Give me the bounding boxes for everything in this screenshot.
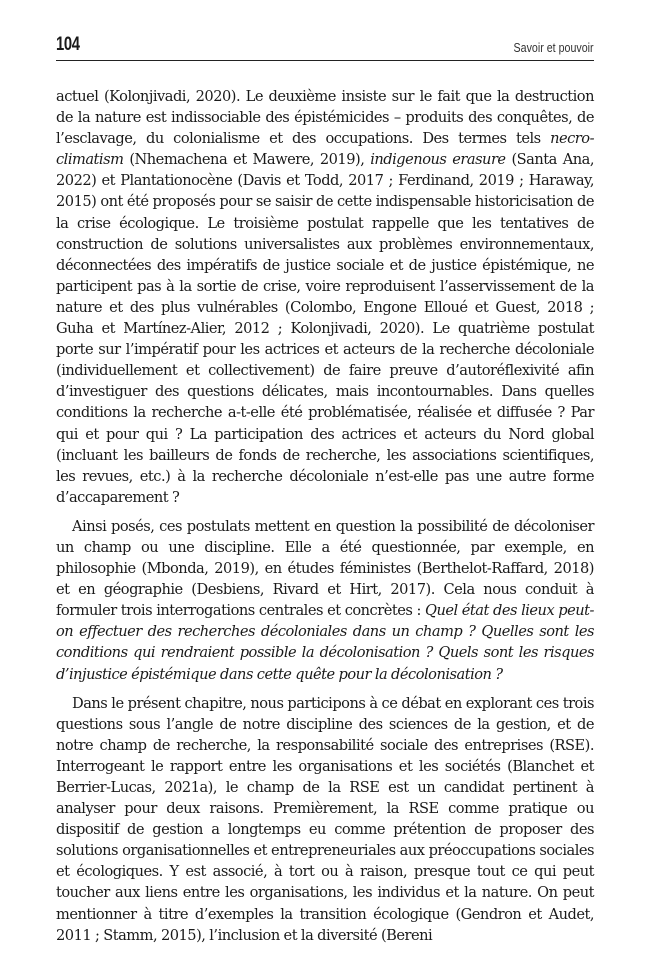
- italic-term-necro-climatism: necro-climatism: [56, 130, 594, 169]
- paragraph-2: [56, 516, 594, 685]
- text-segment: (Nhemachena et Mawere, 2019),: [123, 151, 371, 169]
- body-text: [56, 86, 594, 954]
- text-segment: actuel (Kolonjivadi, 2020). Le deuxième insiste sur le fait que la destruction de la nature est indissociable des épistémicides – produits des conquêtes, de l’esclavage, du colonialisme et des occupations. Des termes tels: [56, 88, 594, 148]
- text-segment: (Santa Ana, 2022) et Plantationocène (Davis et Todd, 2017 ; Ferdinand, 2019 ; Haraway, 2015) ont été proposés pour se saisir de cette indispensable historicisation de la crise écologique. Le troisième postulat rappelle que les tentatives de construction de solutions universalistes aux problèmes environnementaux, déconnectées des impératifs de justice sociale et de justice épistémique, ne participent pas à la sortie de crise, voire reproduisent l’asservissement de la nature et des plus vulnérables (Colombo, Engone Elloué et Guest, 2018 ; Guha et Martínez-Alier, 2012 ; Kolonjivadi, 2020). Le quatrième postulat porte sur l’impératif pour les actrices et acteurs de la recherche décoloniale (individuellement et collectivement) de faire preuve d’autoréflexivité afin d’investiguer des questions délicates, mais incontournables. Dans quelles conditions la recherche a-t-elle été problématisée, réalisée et diffusée ? Par qui et pour qui ? La participation des actrices et acteurs du Nord global (incluant les bailleurs de fonds de recherche, les associations scientifiques, les revues, etc.) à la recherche décoloniale n’est-elle pas une autre forme d’accaparement ?: [56, 151, 594, 506]
- italic-research-questions: Quel état des lieux peut-on effectuer des recherches décoloniales dans un champ ? Quelles sont les conditions qui rendraient possible la décolonisation ? Quels sont les risques d’injustice épistémique dans cette quête pour la décolonisation ?: [56, 602, 594, 683]
- paragraph-1: [56, 86, 594, 508]
- running-title: Savoir et pouvoir: [513, 40, 594, 55]
- page-header: [56, 34, 594, 61]
- italic-term-indigenous-erasure: indigenous erasure: [370, 151, 506, 169]
- text-segment: Dans le présent chapitre, nous participons à ce débat en explorant ces trois questions sous l’angle de notre discipline des sciences de la gestion, et de notre champ de recherche, la responsabilité sociale des entreprises (RSE). Interrogeant le rapport entre les organisations et les sociétés (Blanchet et Berrier-Lucas, 2021a), le champ de la RSE est un candidat pertinent à analyser pour deux raisons. Premièrement, la RSE comme pratique ou dispositif de gestion a longtemps eu comme prétention de proposer des solutions organisationnelles et entrepreneuriales aux préoccupations sociales et écologiques. Y est associé, à tort ou à raison, presque tout ce qui peut toucher aux liens entre les organisations, les individus et la nature. On peut mentionner à titre d’exemples la transition écologique (Gendron et Audet, 2011 ; Stamm, 2015), l’inclusion et la diversité (Bereni: [56, 694, 594, 944]
- text-segment: Ainsi posés, ces postulats mettent en question la possibilité de décoloniser un champ ou une discipline. Elle a été questionnée, par exemple, en philosophie (Mbonda, 2019), en études féministes (Berthelot-Raffard, 2018) et en géographie (Desbiens, Rivard et Hirt, 2017). Cela nous conduit à formuler trois interrogations centrales et concrètes :: [56, 517, 594, 620]
- paragraph-3: [56, 693, 594, 946]
- page-number: 104: [56, 34, 80, 55]
